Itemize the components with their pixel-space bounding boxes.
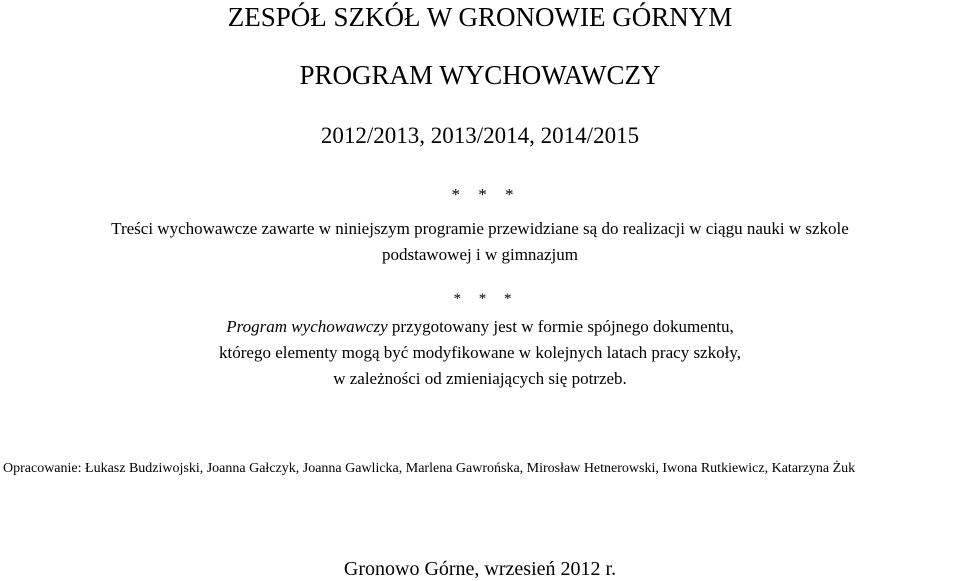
separator-stars-2: * * *	[453, 291, 519, 307]
school-name-heading: ZESPÓŁ SZKÓŁ W GRONOWIE GÓRNYM	[227, 2, 733, 32]
program-paragraph-line-1	[0, 317, 960, 337]
place-and-date: Gronowo Górne, wrzesień 2012 r.	[343, 558, 617, 580]
intro-paragraph-line-2: podstawowej i w gimnazjum	[382, 245, 578, 264]
authors-credit: Opracowanie: Łukasz Budziwojski, Joanna Gałczyk, Joanna Gawlicka, Marlena Gawrońska, Mirosław Hetnerowski, Iwona Rutkiewicz, Katarzyna Żuk	[3, 461, 856, 476]
program-paragraph-line-1-rest: przygotowany jest w formie spójnego dokumentu,	[387, 317, 734, 336]
program-paragraph-line-2: którego elementy mogą być modyfikowane w kolejnych latach pracy szkoły,	[219, 343, 741, 362]
separator-stars-1: * * *	[451, 185, 521, 204]
program-italic-lead: Program wychowawczy	[226, 317, 388, 336]
school-years: 2012/2013, 2013/2014, 2014/2015	[320, 123, 640, 148]
program-paragraph-line-3: w zależności od zmieniających się potrzeb.	[333, 369, 627, 388]
intro-paragraph-line-1: Treści wychowawcze zawarte w niniejszym programie przewidziane są do realizacji w ciągu nauki w szkole	[111, 219, 849, 238]
program-title-heading: PROGRAM WYCHOWAWCZY	[299, 60, 661, 90]
